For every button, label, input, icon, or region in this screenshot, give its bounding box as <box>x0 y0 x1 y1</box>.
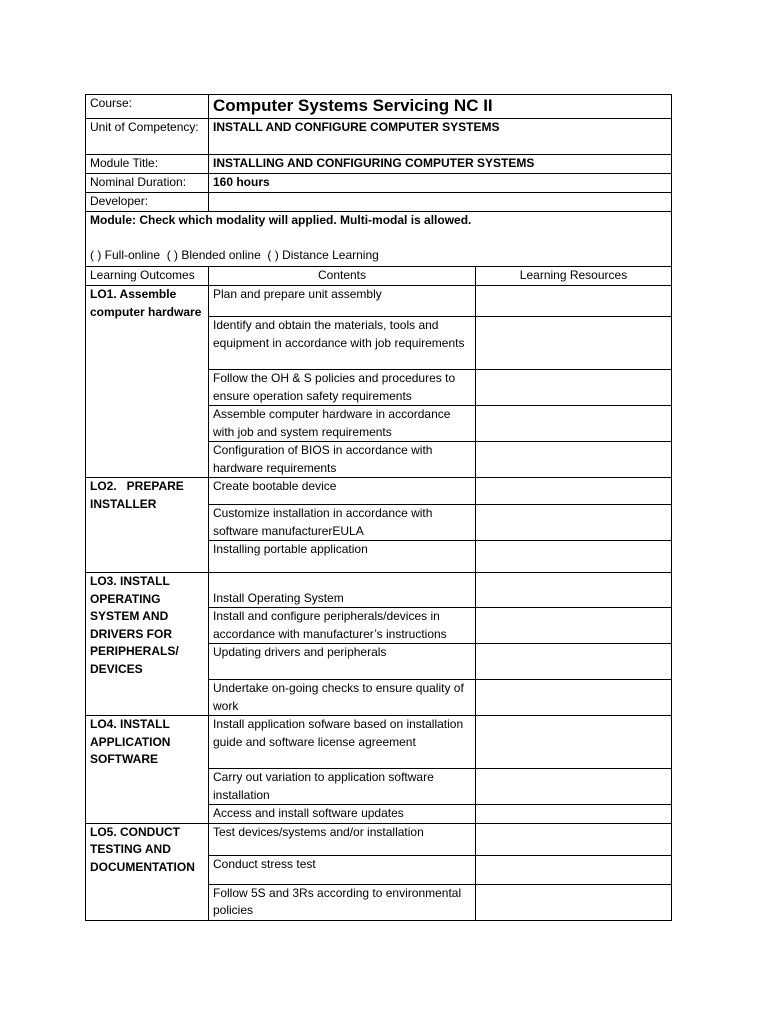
unit-label: Unit of Competency: <box>86 119 209 155</box>
content-item: Customize installation in accordance with software manufacturerEULA <box>209 505 476 541</box>
content-item: Install Operating System <box>209 573 476 608</box>
resource-cell <box>476 478 672 505</box>
learning-outcome: LO2. PREPARE INSTALLER <box>86 478 209 573</box>
resource-cell <box>476 644 672 680</box>
column-header-outcomes: Learning Outcomes <box>86 267 209 286</box>
resource-cell <box>476 370 672 406</box>
content-item: Assemble computer hardware in accordance with job and system requirements <box>209 406 476 442</box>
resource-cell <box>476 805 672 824</box>
resource-cell <box>476 855 672 884</box>
learning-outcome: LO5. CONDUCT TESTING AND DOCUMENTATION <box>86 823 209 920</box>
resource-cell <box>476 541 672 573</box>
curriculum-table <box>85 94 672 921</box>
modality-cell <box>86 212 672 267</box>
resource-cell <box>476 884 672 920</box>
content-item: Configuration of BIOS in accordance with hardware requirements <box>209 442 476 478</box>
content-item: Test devices/systems and/or installation <box>209 823 476 855</box>
resource-cell <box>476 442 672 478</box>
content-item: Identify and obtain the materials, tools and equipment in accordance with job requirements <box>209 317 476 370</box>
content-item: Create bootable device <box>209 478 476 505</box>
resource-cell <box>476 286 672 317</box>
modality-options: ( ) Full-online ( ) Blended online ( ) Distance Learning <box>90 248 379 262</box>
nominal-duration-value: 160 hours <box>209 174 672 193</box>
table-row <box>86 573 672 608</box>
content-item: Undertake on-going checks to ensure quality of work <box>209 680 476 716</box>
module-title-value: INSTALLING AND CONFIGURING COMPUTER SYSTEMS <box>209 155 672 174</box>
content-item: Updating drivers and peripherals <box>209 644 476 680</box>
content-item: Installing portable application <box>209 541 476 573</box>
table-row <box>86 823 672 855</box>
resource-cell <box>476 608 672 644</box>
table-row <box>86 286 672 317</box>
resource-cell <box>476 680 672 716</box>
course-label: Course: <box>86 95 209 119</box>
course-value: Computer Systems Servicing NC II <box>209 95 672 119</box>
resource-cell <box>476 769 672 805</box>
unit-value: INSTALL AND CONFIGURE COMPUTER SYSTEMS <box>209 119 672 155</box>
resource-cell <box>476 823 672 855</box>
resource-cell <box>476 505 672 541</box>
content-item: Access and install software updates <box>209 805 476 824</box>
column-header-resources: Learning Resources <box>476 267 672 286</box>
resource-cell <box>476 573 672 608</box>
content-item: Conduct stress test <box>209 855 476 884</box>
column-header-contents: Contents <box>209 267 476 286</box>
table-row <box>86 478 672 505</box>
content-item: Plan and prepare unit assembly <box>209 286 476 317</box>
developer-value <box>209 193 672 212</box>
content-item: Follow 5S and 3Rs according to environmental policies <box>209 884 476 920</box>
modality-instruction: Module: Check which modality will applied. Multi-modal is allowed. <box>90 213 472 227</box>
table-row <box>86 716 672 769</box>
learning-outcome: LO3. INSTALL OPERATING SYSTEM AND DRIVERS FOR PERIPHERALS/ DEVICES <box>86 573 209 716</box>
module-title-label: Module Title: <box>86 155 209 174</box>
content-item: Install and configure peripherals/devices in accordance with manufacturer’s instructions <box>209 608 476 644</box>
content-item: Follow the OH & S policies and procedures to ensure operation safety requirements <box>209 370 476 406</box>
content-item: Carry out variation to application software installation <box>209 769 476 805</box>
developer-label: Developer: <box>86 193 209 212</box>
learning-outcome: LO1. Assemble computer hardware <box>86 286 209 478</box>
resource-cell <box>476 317 672 370</box>
resource-cell <box>476 716 672 769</box>
nominal-duration-label: Nominal Duration: <box>86 174 209 193</box>
content-item: Install application sofware based on installation guide and software license agreement <box>209 716 476 769</box>
learning-outcome: LO4. INSTALL APPLICATION SOFTWARE <box>86 716 209 824</box>
resource-cell <box>476 406 672 442</box>
